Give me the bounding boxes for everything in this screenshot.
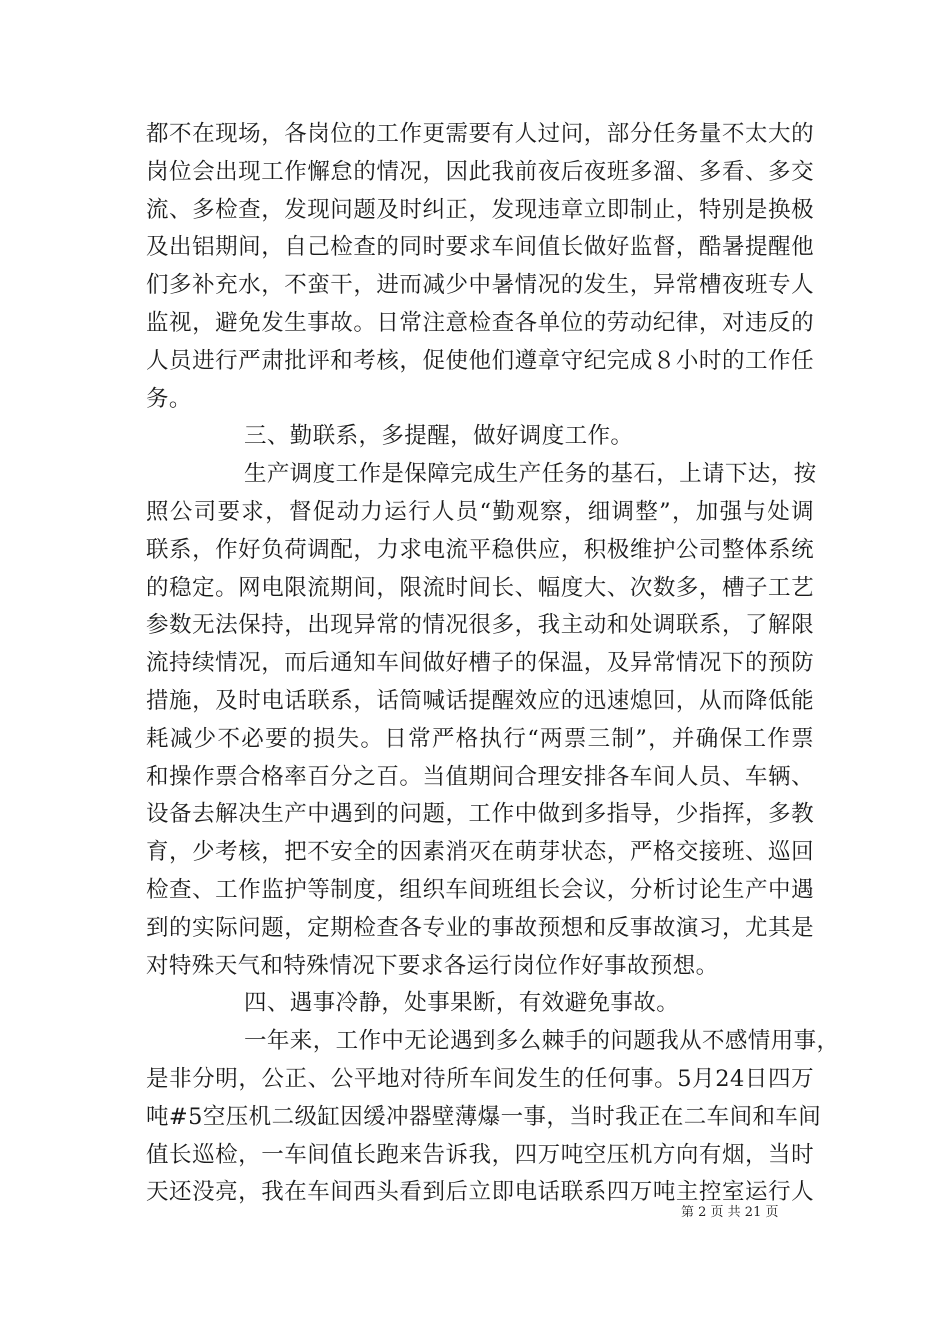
text-line: 育，少考核，把不安全的因素消灭在萌芽状态，严格交接班、巡回 (146, 839, 814, 866)
text-line: 照公司要求，督促动力运行人员“勤观察，细调整”，加强与处调 (146, 498, 814, 525)
text-line: 流持续情况，而后通知车间做好槽子的保温，及异常情况下的预防 (146, 650, 814, 677)
text-line: 联系，作好负荷调配，力求电流平稳供应，积极维护公司整体系统 (146, 536, 814, 563)
section-heading: 三、勤联系，多提醒，做好调度工作。 (244, 423, 634, 450)
text-line: 到的实际问题，定期检查各专业的事故预想和反事故演习，尤其是 (146, 914, 814, 941)
text-line: 对特殊天气和特殊情况下要求各运行岗位作好事故预想。 (146, 952, 719, 979)
text-line: 耗减少不必要的损失。日常严格执行“两票三制”，并确保工作票 (146, 725, 814, 752)
text-line: 务。 (146, 385, 192, 412)
text-line: 参数无法保持，出现异常的情况很多，我主动和处调联系，了解限 (146, 612, 814, 639)
section-heading: 四、遇事冷静，处事果断，有效避免事故。 (244, 990, 680, 1017)
text-line: 是非分明，公正、公平地对待所车间发生的任何事。5月24日四万 (146, 1065, 814, 1092)
document-body (146, 116, 840, 1212)
text-line: 值长巡检，一车间值长跑来告诉我，四万吨空压机方向有烟，当时 (146, 1141, 814, 1168)
text-line: 吨#5空压机二级缸因缓冲器壁薄爆一事，当时我正在二车间和车间 (146, 1103, 822, 1130)
text-line: 人员进行严肃批评和考核，促使他们遵章守纪完成８小时的工作任 (146, 347, 814, 374)
text-line: 监视，避免发生事故。日常注意检查各单位的劳动纪律，对违反的 (146, 309, 814, 336)
text-line: 们多补充水，不蛮干，进而减少中暑情况的发生，异常槽夜班专人 (146, 272, 814, 299)
text-line: 设备去解决生产中遇到的问题，工作中做到多指导，少指挥，多教 (146, 801, 814, 828)
text-line: 流、多检查，发现问题及时纠正，发现违章立即制止，特别是换极 (146, 196, 814, 223)
text-line: 天还没亮，我在车间西头看到后立即电话联系四万吨主控室运行人 (146, 1179, 814, 1206)
text-line: 生产调度工作是保障完成生产任务的基石，上请下达，按 (244, 461, 817, 488)
text-line: 检查、工作监护等制度，组织车间班组长会议，分析讨论生产中遇 (146, 876, 814, 903)
text-line: 及出铝期间，自己检查的同时要求车间值长做好监督，酷暑提醒他 (146, 234, 814, 261)
text-line: 措施，及时电话联系，话筒喊话提醒效应的迅速熄回，从而降低能 (146, 687, 814, 714)
text-line: 一年来，工作中无论遇到多么棘手的问题我从不感情用事， (244, 1028, 840, 1055)
text-line: 岗位会出现工作懈怠的情况，因此我前夜后夜班多溜、多看、多交 (146, 158, 814, 185)
text-line: 和操作票合格率百分之百。当值期间合理安排各车间人员、车辆、 (146, 763, 814, 790)
text-line: 的稳定。网电限流期间，限流时间长、幅度大、次数多，槽子工艺 (146, 574, 814, 601)
page-number: 第 2 页 共 21 页 (681, 1205, 779, 1220)
text-line: 都不在现场，各岗位的工作更需要有人过问，部分任务量不太大的 (146, 121, 814, 147)
